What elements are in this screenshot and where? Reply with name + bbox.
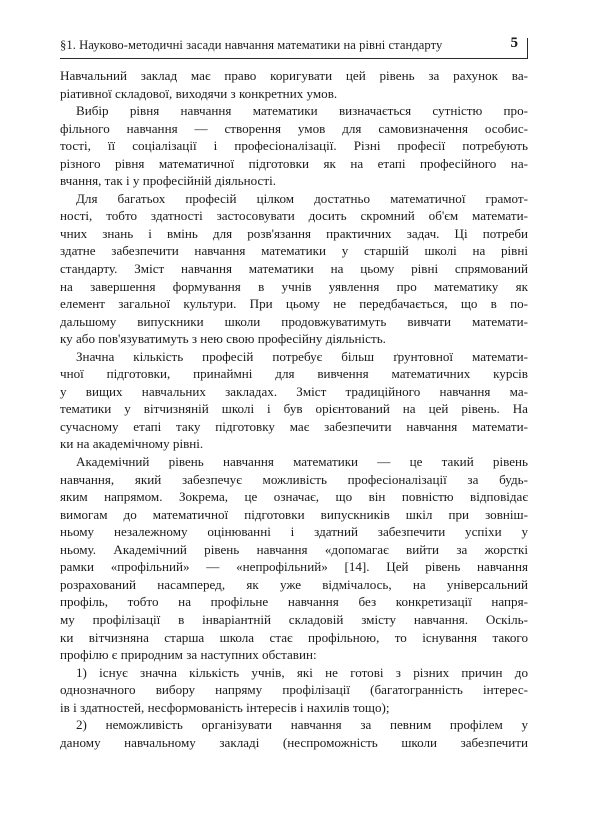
- text-line: навчання, який забезпечує можливість професіоналізації за будь-: [60, 471, 528, 487]
- text-line: вчання, так і у професійній діяльності.: [60, 173, 276, 189]
- header-corner-rule: [527, 38, 529, 58]
- text-line: даному навчальному закладі (неспроможність школи забезпечити: [60, 734, 528, 750]
- text-line: му профілізації в інваріантній складовій змісту навчання. Оскіль-: [60, 611, 528, 627]
- text-line: ріативної складової, виходячи з конкретних умов.: [60, 85, 338, 101]
- running-header-title: §1. Науково-методичні засади навчання математики на рівні стандарту: [60, 38, 443, 52]
- text-line: ньому. Академічний рівень навчання «допомагає вийти за жорсткі: [60, 541, 528, 557]
- text-line: сучасному етапі таку підготовку має забезпечити навчання математи-: [60, 418, 528, 434]
- text-line: розрахований насамперед, як уже відмічалось, на універсальний: [60, 576, 528, 592]
- text-line: елемент загальної культури. При цьому не передбачається, що в по-: [60, 296, 528, 312]
- text-line: тематики у вітчизняній школі і був орієнтований на цей рівень. На: [60, 401, 528, 417]
- text-line: Академічний рівень навчання математики — це такий рівень: [76, 454, 528, 470]
- running-header: [60, 30, 528, 59]
- text-line: ки на академічному рівні.: [60, 436, 204, 452]
- text-line: Значна кількість професій потребує більш ґрунтовної математи-: [76, 348, 528, 364]
- text-line: ку або пов'язуватимуть з нею свою професійну діяльність.: [60, 331, 386, 347]
- text-line: профіль, тобто на профільне навчання без конкретизації напря-: [60, 594, 528, 610]
- text-line: фільного навчання — створення умов для самовизначення особис-: [60, 120, 528, 136]
- text-line: у вищих навчальних закладах. Зміст традиційного навчання ма-: [60, 383, 528, 399]
- text-line: ів і здатностей, несформованість інтересів і нахилів тощо);: [60, 699, 390, 715]
- text-line: ньому незалежному оцінюванні і здатний забезпечити успіхи у: [60, 524, 528, 540]
- text-line: стандарту. Зміст навчання математики на цьому рівні спрямований: [60, 261, 528, 277]
- text-line: 2) неможливість організувати навчання за певним профілем у: [76, 717, 528, 733]
- text-line: вимогам до математичної підготовки випускників шкіл при зовніш-: [60, 506, 528, 522]
- text-line: тості, її соціалізації і професіоналізації. Різні професії потребують: [60, 138, 528, 154]
- body-text: [60, 67, 528, 751]
- text-line: однозначного вибору напряму профілізації (багатогранність інтерес-: [60, 682, 528, 698]
- text-line: ності, тобто здатності застосовувати досить скромний об'єм математи-: [60, 208, 528, 224]
- text-line: різного рівня математичної підготовки як на етапі професійного на-: [60, 155, 528, 171]
- text-line: Навчальний заклад має право коригувати цей рівень за рахунок ва-: [60, 68, 528, 83]
- text-line: профілю є природним за наступних обставин:: [60, 647, 317, 663]
- text-line: здатне забезпечити навчання математики у старшій школі на рівні: [60, 243, 528, 259]
- text-line: яким напрямом. Зокрема, це означає, що він повністю відповідає: [60, 489, 528, 505]
- text-line: Для багатьох професій цілком достатньо математичної грамот-: [76, 190, 528, 206]
- text-line: дальшому випускники школи продовжуватимуть вивчати математи-: [60, 313, 528, 329]
- text-line: 1) існує значна кількість учнів, які не готові з різних причин до: [76, 664, 528, 680]
- text-line: чних знань і вмінь для розв'язання практичних задач. Ці потреби: [60, 225, 528, 241]
- page-number: 5: [510, 35, 518, 51]
- text-line: Вибір рівня навчання математики визначається сутністю про-: [76, 103, 528, 119]
- text-line: чної підготовки, принаймні для вивчення математичних курсів: [60, 366, 528, 382]
- text-line: рамки «профільний» — «непрофільний» [14]. Цей рівень навчання: [60, 559, 528, 575]
- text-line: ки вітчизняна старша школа стає профільною, то існування такого: [60, 629, 528, 645]
- text-line: на завершення формування в учнів уявлення про математику як: [60, 278, 528, 294]
